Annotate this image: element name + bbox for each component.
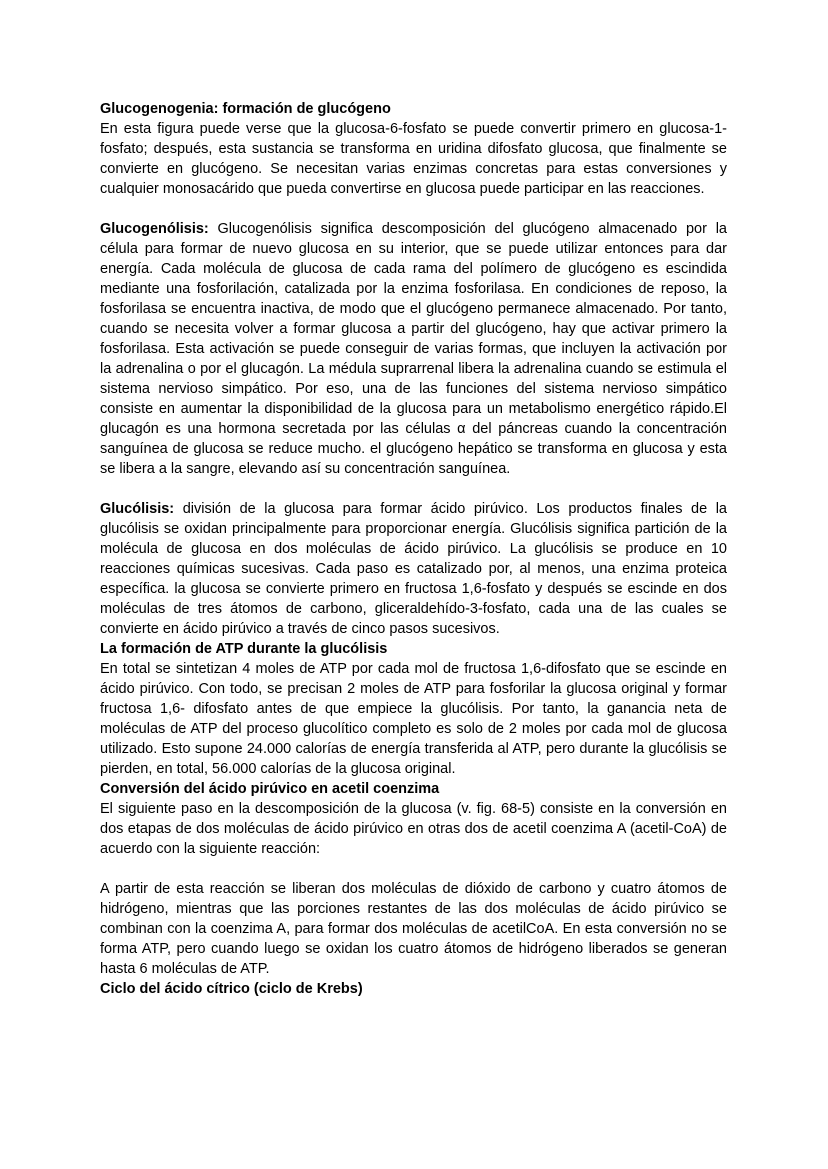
atp-heading: La formación de ATP durante la glucólisis — [100, 641, 388, 657]
glucogenolisis-text: Glucogenólisis significa descomposición del glucógeno almacenado por la célula para formar de nuevo glucosa en su interior, que se puede utilizar entonces para dar energía. Cada molécula de glucosa de cada rama del polímero de glucógeno es escindida mediante una fosforilación, catalizada por la enzima fosforilasa. En condiciones de reposo, la fosforilasa se encuentra inactiva, de modo que el glucógeno permanece almacenado. Por tanto, cuando se necesita volver a formar glucosa a partir del glucógeno, hay que activar primero la fosforilasa. Esta activación se puede conseguir de varias formas, que incluyen la activación por la adrenalina o por el glucagón. La médula suprarrenal libera la adrenalina cuando se estimula el sistema nervioso simpático. Por eso, una de las funciones del sistema nervioso simpático consiste en aumentar la disponibilidad de la glucosa para un metabolismo energético rápido.El glucagón es una hormona secretada por las células α del páncreas cuando la concentración sanguínea de glucosa se reduce mucho. el glucógeno hepático se transforma en glucosa y esta se libera a la sangre, elevando así su concentración sanguínea. — [100, 221, 727, 477]
atp-paragraph: En total se sintetizan 4 moles de ATP por cada mol de fructosa 1,6-difosfato que se escinde en ácido pirúvico. Con todo, se precisan 2 moles de ATP para fosforilar la glucosa original y formar fructosa 1,6- difosfato antes de que empiece la glucólisis. Por tanto, la ganancia neta de moléculas de ATP del proceso glucolítico completo es solo de 2 moles por cada mol de glucosa utilizado. Esto supone 24.000 calorías de energía transferida al ATP, pero durante la glucólisis se pierden, en total, 56.000 calorías de la glucosa original. — [100, 661, 727, 777]
document-page — [100, 99, 727, 999]
spacer — [100, 859, 727, 879]
glucogenogenia-heading: Glucogenogenia: formación de glucógeno — [100, 101, 391, 117]
acetil-heading: Conversión del ácido pirúvico en acetil coenzima — [100, 781, 440, 797]
glucolisis-heading: Glucólisis: — [100, 501, 175, 517]
glucolisis-paragraph — [100, 499, 727, 639]
glucogenolisis-heading: Glucogenólisis: — [100, 221, 209, 237]
spacer — [100, 199, 727, 219]
glucogenogenia-paragraph: En esta figura puede verse que la glucosa-6-fosfato se puede convertir primero en glucosa-1-fosfato; después, esta sustancia se transforma en uridina difosfato glucosa, que finalmente se convierte en glucógeno. Se necesitan varias enzimas concretas para estas conversiones y cualquier monosacárido que pueda convertirse en glucosa puede participar en las reacciones. — [100, 121, 727, 197]
acetil-paragraph-2: A partir de esta reacción se liberan dos moléculas de dióxido de carbono y cuatro átomos de hidrógeno, mientras que las porciones restantes de las dos moléculas de ácido pirúvico se combinan con la coenzima A, para formar dos moléculas de acetilCoA. En esta conversión no se forma ATP, pero cuando luego se oxidan los cuatro átomos de hidrógeno liberados se generan hasta 6 moléculas de ATP. — [100, 881, 727, 977]
acetil-paragraph: El siguiente paso en la descomposición de la glucosa (v. fig. 68-5) consiste en la conversión en dos etapas de dos moléculas de ácido pirúvico en otras dos de acetil coenzima A (acetil-CoA) de acuerdo con la siguiente reacción: — [100, 801, 727, 857]
spacer — [100, 479, 727, 499]
krebs-heading: Ciclo del ácido cítrico (ciclo de Krebs) — [100, 981, 363, 997]
glucogenolisis-paragraph — [100, 219, 727, 479]
glucolisis-text: división de la glucosa para formar ácido pirúvico. Los productos finales de la glucólisis se oxidan principalmente para proporcionar energía. Glucólisis significa partición de la molécula de glucosa en dos moléculas de ácido pirúvico. La glucólisis se produce en 10 reacciones químicas sucesivas. Cada paso es catalizado por, al menos, una enzima proteica específica. la glucosa se convierte primero en fructosa 1,6-fosfato y después se escinde en dos moléculas de tres átomos de carbono, gliceraldehído-3-fosfato, cada una de las cuales se convierte en ácido pirúvico a través de cinco pasos sucesivos. — [100, 501, 727, 637]
